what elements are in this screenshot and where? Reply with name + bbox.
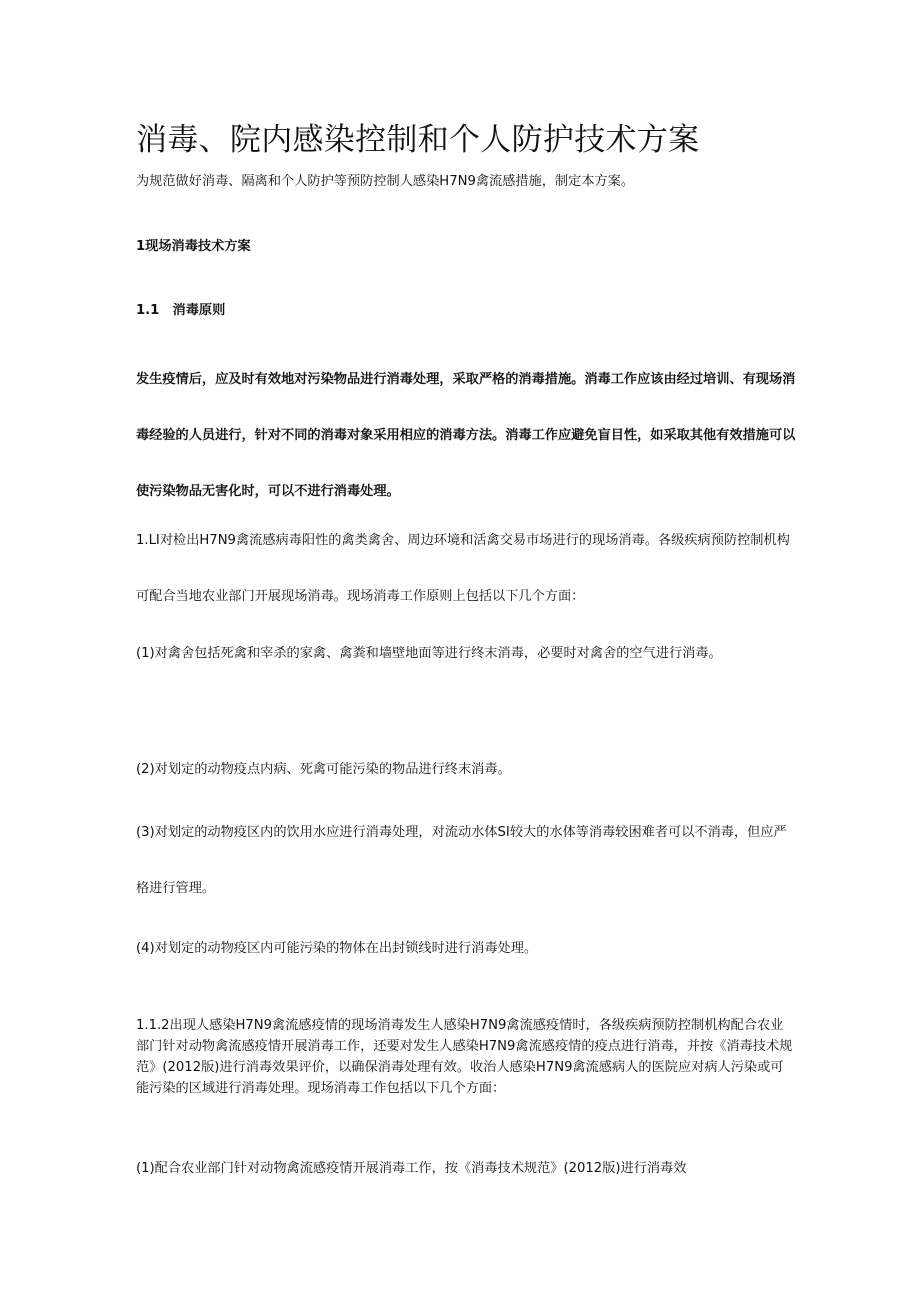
disinfection-principle-paragraph: 发生疫情后，应及时有效地对污染物品进行消毒处理，采取严格的消毒措施。消毒工作应该由经过培训、有现场消毒经验的人员进行，针对不同的消毒对象采用相应的消毒方法。消毒工作应避免盲目性，如采取其他有效措施可以使污染物品无害化时，可以不进行消毒处理。 xyxy=(136,372,796,499)
list-a-item-3: (3)对划定的动物疫区内的饮用水应进行消毒处理，对流动水体SI较大的水体等消毒较困难者可以不消毒，但应严格进行管理。 xyxy=(136,825,787,896)
list-a-item-1: (1)对禽舍包括死禽和宰杀的家禽、禽粪和墙壁地面等进行终末消毒，必要时对禽舍的空气进行消毒。 xyxy=(136,646,722,661)
document-title: 消毒、院内感染控制和个人防护技术方案 xyxy=(136,122,700,158)
section-1-heading: 1现场消毒技术方案 xyxy=(136,239,251,254)
item-1-1-1-paragraph: 1.LI对检出H7N9禽流感病毒阳性的禽类禽舍、周边环境和活禽交易市场进行的现场消毒。各级疾病预防控制机构可配合当地农业部门开展现场消毒。现场消毒工作原则上包括以下几个方面： xyxy=(136,533,790,604)
intro-paragraph: 为规范做好消毒、隔离和个人防护等预防控制人感染H7N9禽流感措施，制定本方案。 xyxy=(136,174,635,189)
list-b-item-1: (1)配合农业部门针对动物禽流感疫情开展消毒工作，按《消毒技术规范》(2012版)进行消毒效 xyxy=(136,1161,687,1176)
section-1-1-heading: 1.1 消毒原则 xyxy=(136,303,226,318)
list-a-item-2: (2)对划定的动物疫点内病、死禽可能污染的物品进行终末消毒。 xyxy=(136,762,511,777)
list-a-item-4: (4)对划定的动物疫区内可能污染的物体在出封锁线时进行消毒处理。 xyxy=(136,941,538,956)
item-1-1-2-paragraph: 1.1.2出现人感染H7N9禽流感疫情的现场消毒发生人感染H7N9禽流感疫情时，各级疾病预防控制机构配合农业部门针对动物禽流感疫情开展消毒工作，还要对发生人感染H7N9禽流感疫情的疫点进行消毒，并按《消毒技术规范》(2012版)进行消毒效果评价，以确保消毒处理有效。收治人感染H7N9禽流感病人的医院应对病人污染或可能污染的区域进行消毒处理。现场消毒工作包括以下几个方面： xyxy=(136,1018,793,1096)
